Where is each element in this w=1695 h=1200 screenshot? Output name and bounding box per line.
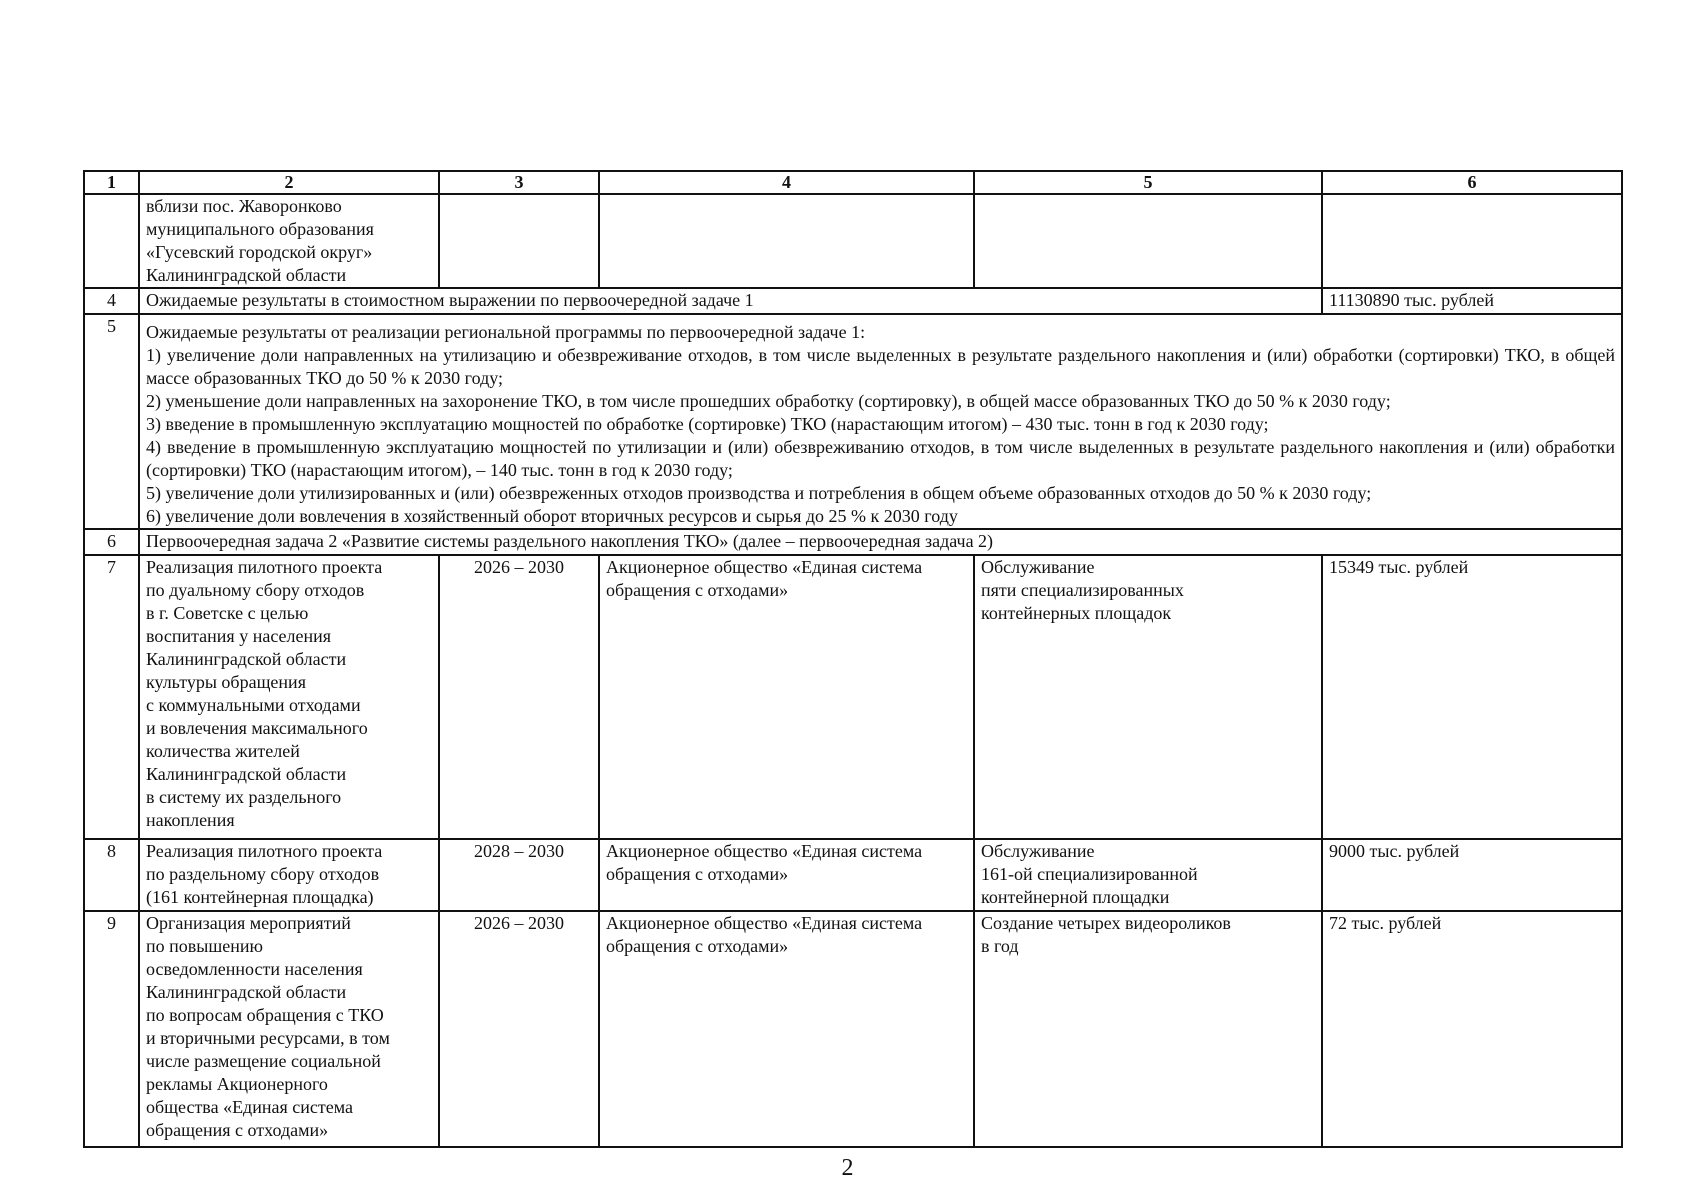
table-row-8 [84,839,1622,911]
result-cell: Обслуживание 161-ой специализированной контейнерной площадки [974,839,1322,911]
expected-results-title: Ожидаемые результаты от реализации региональной программы по первоочередной задаче 1: [146,322,866,342]
expected-result-item: 3) введение в промышленную эксплуатацию мощностей по обработке (сортировке) ТКО (нарастающим итогом) – 430 тыс. тонн в год к 2030 году; [146,414,1269,434]
row-number-cell: 6 [84,529,139,555]
executor-cell: Акционерное общество «Единая система обращения с отходами» [599,555,974,839]
column-number-2: 2 [139,171,439,194]
priority-task-2-cell: Первоочередная задача 2 «Развитие системы раздельного накопления ТКО» (далее – первоочередная задача 2) [139,529,1622,555]
row-number-cell [84,194,139,288]
result-cell: Создание четырех видеороликов в год [974,911,1322,1147]
expected-result-item: 5) увеличение доли утилизированных и (или) обезвреженных отходов производства и потребления в общем объеме образованных отходов до 50 % к 2030 году; [146,483,1372,503]
column-number-1: 1 [84,171,139,194]
row-number-cell: 5 [84,314,139,529]
column-number-row [84,171,1622,194]
row-number-cell: 9 [84,911,139,1147]
table-row-9 [84,911,1622,1147]
amount-cell [1322,194,1622,288]
executor-cell: Акционерное общество «Единая система обращения с отходами» [599,839,974,911]
column-number-5: 5 [974,171,1322,194]
amount-cell: 72 тыс. рублей [1322,911,1622,1147]
expected-result-item: 4) введение в промышленную эксплуатацию мощностей по утилизации и (или) обезвреживанию отходов, в том числе выделенных в результате раздельного накопления и (или) обработки (сортировки) ТКО (нарастающим итогом), – 140 тыс. тонн в год к 2030 году; [146,437,1615,480]
executor-cell: Акционерное общество «Единая система обращения с отходами» [599,911,974,1147]
continuation-name-cell: вблизи пос. Жаворонково муниципального образования «Гусевский городской округ» Калининградской области [139,194,439,288]
activity-name-cell: Реализация пилотного проекта по дуальному сбору отходов в г. Советске с целью воспитания у населения Калининградской области культуры обращения с коммунальными отходами и вовлечения максимального количества жителей Калининградской области в систему их раздельного накопления [139,555,439,839]
table-row-7 [84,555,1622,839]
activity-name-cell: Организация мероприятий по повышению осведомленности населения Калининградской области по вопросам обращения с ТКО и вторичными ресурсами, в том числе размещение социальной рекламы Акционерного общества «Единая система обращения с отходами» [139,911,439,1147]
result-cell [974,194,1322,288]
table-row-4 [84,288,1622,314]
row-number-cell: 4 [84,288,139,314]
expected-result-item: 6) увеличение доли вовлечения в хозяйственный оборот вторичных ресурсов и сырья до 25 % к 2030 году [146,506,958,526]
period-cell: 2026 – 2030 [439,911,599,1147]
expected-results-cost-cell: Ожидаемые результаты в стоимостном выражении по первоочередной задаче 1 [139,288,1322,314]
expected-result-item: 2) уменьшение доли направленных на захоронение ТКО, в том числе прошедших обработку (сортировку), в общей массе образованных ТКО до 50 % к 2030 году; [146,391,1391,411]
column-number-4: 4 [599,171,974,194]
row-number-cell: 7 [84,555,139,839]
amount-cell: 9000 тыс. рублей [1322,839,1622,911]
table-row-continuation [84,194,1622,288]
activity-name-cell: Реализация пилотного проекта по раздельному сбору отходов (161 контейнерная площадка) [139,839,439,911]
page-number: 2 [841,1155,854,1181]
table-row-6 [84,529,1622,555]
period-cell [439,194,599,288]
expected-results-cell [139,314,1622,529]
row-number-cell: 8 [84,839,139,911]
expected-result-item: 1) увеличение доли направленных на утилизацию и обезвреживание отходов, в том числе выделенных в результате раздельного накопления и (или) обработки (сортировки) ТКО, в общей массе образованных ТКО до 50 % к 2030 году; [146,345,1615,388]
program-table [83,170,1623,1148]
table-row-5 [84,314,1622,529]
period-cell: 2028 – 2030 [439,839,599,911]
executor-cell [599,194,974,288]
amount-cell: 11130890 тыс. рублей [1322,288,1622,314]
period-cell: 2026 – 2030 [439,555,599,839]
column-number-6: 6 [1322,171,1622,194]
result-cell: Обслуживание пяти специализированных контейнерных площадок [974,555,1322,839]
column-number-3: 3 [439,171,599,194]
amount-cell: 15349 тыс. рублей [1322,555,1622,839]
